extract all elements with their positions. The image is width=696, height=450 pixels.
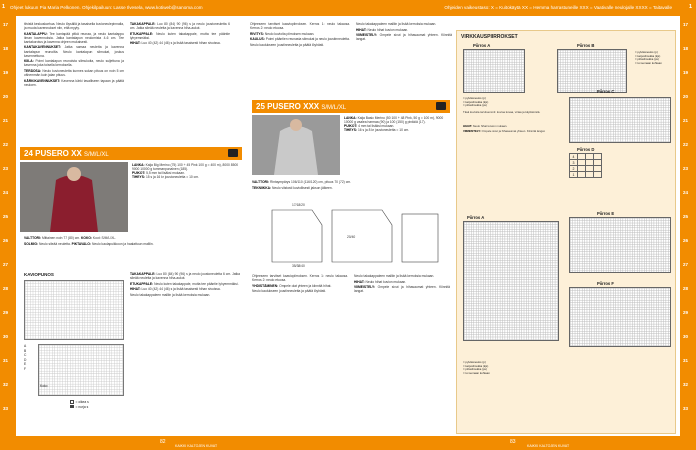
bottom-page-left: 82 xyxy=(160,439,166,445)
col1b-h1: VALTTORI: xyxy=(24,236,42,240)
schematic-mid-label: 20/40 xyxy=(347,235,356,239)
col1-h3: KIILA: xyxy=(24,59,34,64)
col2b-h3: HIHAT: xyxy=(130,287,141,292)
col3-p3: Neulo kuvioita piirroksen mukaan. xyxy=(264,31,315,36)
pattern-24-details xyxy=(24,236,240,247)
col1-p2: Tee kantapää pitkä reunaa, ja neulo kantalappu ilman kavennuksia. Jatka kantalapun neulomista 4-6 cm. Tee kantakorotus ja kavenna ohjeen mukaisesti. xyxy=(24,31,125,44)
sweater-schematic xyxy=(252,200,450,270)
col2-h2: ETUKAPPALE: xyxy=(130,31,154,36)
pattern-25-details xyxy=(252,180,450,191)
p24-h2: PUIKOT: xyxy=(132,171,146,176)
p25-c2: 4 mm tai lisäksi mukaan. xyxy=(358,124,395,129)
sidebar-number: 33 xyxy=(3,406,9,411)
p25-h2: PUIKOT: xyxy=(344,124,358,129)
sidebar-number: 33 xyxy=(683,406,689,411)
chart-row-label: C xyxy=(24,353,27,358)
col4-h1: YHDISTÄMINEN: xyxy=(252,283,279,288)
page-number-right: 1 xyxy=(688,4,692,10)
sidebar-number: 21 xyxy=(683,118,689,123)
col4-p3: Neulo kaulukseen joustinneuletta ja päätä löyhästi. xyxy=(250,42,325,47)
column-3-top xyxy=(250,22,350,48)
p24-c2: 5,5 mm tai lisäksi mukaan. xyxy=(146,171,185,176)
knitting-chart-left-lower xyxy=(38,344,124,396)
sidebar-number: 31 xyxy=(683,358,689,363)
col3-h3: RIVITYS: xyxy=(250,31,264,36)
chart-e-label: Piirros E xyxy=(597,211,615,216)
sidebar-number: 20 xyxy=(3,94,9,99)
sidebar-number: 25 xyxy=(683,214,689,219)
sidebar-number: 26 xyxy=(683,238,689,243)
col4-p2: Ompele olat yhteen ja kiinnitä hihat. xyxy=(279,283,332,288)
camera-icon xyxy=(436,102,446,110)
col1-p1: tiivistä keskuskarhua. Neulo löysällä ja tasaisella kuvioneulepinnalla, ja muuta kavennukset niin, että myyty. xyxy=(24,22,124,31)
sidebar-number: 22 xyxy=(683,142,689,147)
chart-row-label: D xyxy=(24,357,27,362)
col2-p2: Neulo kuten takakappale, mutta tee pääntie lyhyemmäksi. xyxy=(130,31,230,40)
vlegend-g1: = pylväsneulos (p) xyxy=(463,360,486,364)
legend-2: = nurja s xyxy=(75,404,89,409)
vlegend-3: = piilosilmukka (ps) xyxy=(635,57,659,62)
chart-c-grid xyxy=(569,97,671,143)
knitting-chart-left xyxy=(24,280,124,340)
sweater-photo-illustration xyxy=(252,115,340,175)
p25-c3: 16 s ja 8 kr joustoneuletta = 10 cm. xyxy=(357,128,410,133)
col2b-p1: Luo 80 (84) 90 (96) s ja neulo joustoneuletta 6 cm. Jatka sileää neuletta ja kavenna hiha-aukot. xyxy=(130,272,240,281)
chart-g-grid xyxy=(463,221,559,341)
chart-b-legend xyxy=(635,51,677,65)
vb-p1: Neulo hihat kuvion mukaan. xyxy=(472,124,508,128)
page-number-left: 1 xyxy=(2,4,6,10)
sidebar-number: 30 xyxy=(3,334,9,339)
chart-a-label: Piirros A xyxy=(473,43,491,48)
chart-left-legend xyxy=(70,400,89,409)
col4-p1b: Ohjeeseen tarvitset kaaviopiirroksen. Kerros 1: neulo takaosa. Kerros 2: neulo etuosa. xyxy=(252,274,348,283)
sidebar-number: 21 xyxy=(3,118,9,123)
sidebar-number: 25 xyxy=(3,214,9,219)
col2-h1: TAKAKAPPALE: xyxy=(130,22,156,26)
col1b-h4: PIKTAVALO: xyxy=(71,241,92,246)
col5-h2b: VIIMEISTELY: xyxy=(354,285,376,290)
vlegend-a3: = piilosilmukka (ps) xyxy=(463,103,487,108)
chart-row-label: F xyxy=(24,366,27,371)
col2-h3: HIHAT: xyxy=(130,41,141,46)
p25-h3: TIHEYS: xyxy=(344,128,358,133)
vlegend-a1: = pylväsneulos (p) xyxy=(463,96,486,100)
sidebar-number: 24 xyxy=(683,190,689,195)
vlegend-g3: = piilosilmukka (ps) xyxy=(463,367,487,372)
pattern-24-photo xyxy=(20,162,128,232)
top-bar-left-text: Ohjeet lukuun Pia Maria Pelkonen. Ohjekilpailuun: Lasse Ilvesela, www.kotiweb@sanoma.com xyxy=(10,5,203,10)
col5-h1: HIHAT: xyxy=(356,27,367,32)
sidebar-number: 22 xyxy=(3,142,9,147)
col5-p3: Ompele sivut ja hihasaumat yhteen. Kiinnitä langat. xyxy=(356,33,452,42)
p24-c3: 15 s ja 16 kr joustoneuletta = 10 cm. xyxy=(145,175,199,180)
bottom-page-right: 83 xyxy=(510,439,516,445)
crochet-instructions xyxy=(463,125,563,135)
col1-p3: Jatka samaa neuletta ja kavenna kantalapun reunoilta. Neulo kantalapun silmukat, joskus kavennettuna. xyxy=(24,45,124,58)
column-2-top xyxy=(130,22,230,47)
sidebar-number: 18 xyxy=(3,46,9,51)
vlegend-1: = pylväsneulos (p) xyxy=(635,50,658,54)
pattern-24-caption xyxy=(132,163,240,179)
col5-h1b: HIHAT: xyxy=(354,279,365,284)
col4-p1: Ohjeeseen tarvitset kaaviopiirroksen. Kerros 1: neulo takaosa. Kerros 2: neulo etuosa. xyxy=(250,22,350,31)
chart-left-width-label: Koko xyxy=(40,384,48,388)
chart-d-label: Piirros D xyxy=(577,147,595,152)
pattern-25-header xyxy=(252,100,450,113)
bottom-bar xyxy=(0,436,696,450)
pattern-24-header xyxy=(20,147,242,160)
chart-row-labels xyxy=(24,344,36,372)
chart-e-grid xyxy=(569,217,671,273)
col5-h2: VIIMEISTELY: xyxy=(356,33,378,38)
col1-p5: Neulo kuvioneuletta kunnes sukan pituus on noin 5 cm vähemmän kuin jalan pituus. xyxy=(24,68,124,78)
chart-row-label: A xyxy=(24,344,27,348)
column-2-lower xyxy=(130,272,240,298)
sidebar-number: 26 xyxy=(3,238,9,243)
sidebar-number: 28 xyxy=(3,286,9,291)
bottom-note-left: KAIKKI KALTOJEN KUVAT xyxy=(175,444,218,448)
col1b-p1: Mittainen noin 77 (80) cm. xyxy=(41,236,81,240)
right-sidebar xyxy=(680,16,696,436)
sidebar-number: 30 xyxy=(683,334,689,339)
col1b-p4: Neulo kaulapuikkoon ja haalattuun malliin. xyxy=(92,241,154,246)
pattern-24-subtitle: S/M/L/XL xyxy=(84,152,109,158)
col5-p2b: Neulo hihat kuvion mukaan. xyxy=(365,279,407,284)
chart-row-label: E xyxy=(24,362,27,367)
sidebar-number: 19 xyxy=(3,70,9,75)
sidebar-number: 32 xyxy=(683,382,689,387)
camera-icon xyxy=(228,149,238,157)
pattern-25-subtitle: S/M/L/XL xyxy=(321,105,347,111)
column-4-top xyxy=(356,22,452,43)
chart-a-legend xyxy=(463,97,553,108)
col1-h5: KÄRKIKAVENNUKSET: xyxy=(24,78,61,83)
chart-f-label: Piirros F xyxy=(597,281,614,286)
vb-h1: HIHAT: xyxy=(463,124,472,128)
col2-p1: Luo 80 (84) 90 (96) s ja neulo joustoneuletta 6 cm. Jatka sileää neuletta ja kavenna hiha-aukot. xyxy=(130,22,230,31)
sidebar-number: 31 xyxy=(3,358,9,363)
column-3-lower xyxy=(252,274,348,295)
sidebar-number: 29 xyxy=(3,310,9,315)
pattern-24-title: 24 PUSERO XX xyxy=(24,149,82,158)
top-bar-right-text: Ohjeiden vaikeustaso: X = Kuitokäytä XX = Hemma harrastuneille XXX = Vaativalle neulojalle XXXX = Taitavalle xyxy=(444,5,672,10)
legend-1: = oikea s xyxy=(75,400,89,404)
chart-f-grid xyxy=(569,287,671,347)
col2-p3: Luo 40 (42) 44 (46) s ja lisää tasaisesti hihan sivuissa. xyxy=(141,41,221,46)
sidebar-number: 18 xyxy=(683,46,689,51)
sidebar-number: 17 xyxy=(683,22,689,27)
col5-p1b: Neulo takakappaleen malliin ja lisää kerroksia mukaan. xyxy=(354,274,435,278)
p25-h1: LANKA: xyxy=(344,116,357,120)
col2b-p2: Neulo kuten takakappale, mutta tee pääntie lyhyemmäksi. xyxy=(154,281,239,286)
vlegend-4: = toi semaan kohtaan xyxy=(635,60,662,65)
col5-p1: Neulo takakappaleen malliin ja lisää kerroksia mukaan. xyxy=(356,22,437,26)
column-4-lower xyxy=(354,274,450,295)
chart-left-title: KAVIOPUNOS xyxy=(24,272,54,277)
schematic-top-label: 17/18/20 xyxy=(292,203,305,207)
vlegend-g4: = toi semaan kohtaan xyxy=(463,370,490,375)
sidebar-number: 20 xyxy=(683,94,689,99)
schematic-bottom-label: 35/38/40 xyxy=(292,264,305,268)
crochet-box-title: VIRKKAUSPIIRROKSET xyxy=(461,34,518,40)
chart-c-label: Piirros C xyxy=(597,89,615,94)
col1-p6: Kavenna kärki tavalliseen tapaan ja päätä neuloen. xyxy=(24,78,124,87)
col1-p4: Poimi kantalapun reunoista silmukoita, neulo suljettuna ja kavenna joka toisella kerroksella. xyxy=(24,59,124,68)
col5-p1-dup: Neulo takakappaleen malliin ja lisää kerroksia mukaan. xyxy=(130,292,211,297)
col1-h2: KANTAKAVENNUKSET: xyxy=(24,45,61,50)
chart-b-label: Piirros B xyxy=(577,43,595,48)
col2b-p3: Luo 40 (42) 44 (46) s ja lisää tasaisesti hihan sivuissa. xyxy=(141,287,221,292)
sidebar-number: 17 xyxy=(3,22,9,27)
col5-p2: Neulo hihat kuvion mukaan. xyxy=(367,27,409,32)
col4-p3b: Neulo kaulukseen joustinneuletta ja päätä löyhästi. xyxy=(252,289,327,294)
sidebar-number: 32 xyxy=(3,382,9,387)
sweater-photo-illustration xyxy=(20,162,128,232)
left-sidebar xyxy=(0,16,16,436)
sidebar-number: 28 xyxy=(683,286,689,291)
p25-c1: Kaija Basic Merino (50 100 + 48 Pink, 50 g = 100 m), 9000 10000 g vaalea harmaa (90) ja 100 (150) g pinkkiä (17). xyxy=(344,116,444,125)
col3-p4: Poimi pääntien reunasta silmukat ja neulo joustinneuletta. xyxy=(265,37,350,42)
sidebar-number: 23 xyxy=(683,166,689,171)
vlegend-g2: = ketjusilmukka (kjs) xyxy=(463,363,489,368)
pattern-25-title: 25 PUSERO XXX xyxy=(256,102,320,111)
vlegend-a2: = ketjusilmukka (kjs) xyxy=(463,99,489,104)
col3-p2: Neulo viistosti kuviollisesti jakson jälkeen. xyxy=(271,185,333,190)
p24-h3: TIHEYS: xyxy=(132,175,146,180)
col1b-h3: SOLMIO: xyxy=(24,241,39,246)
sidebar-number: 27 xyxy=(683,262,689,267)
sidebar-number: 19 xyxy=(683,70,689,75)
col3-p1: Rintaympärys 106/110 (116/120) cm, pituus 70 (72) cm. xyxy=(269,180,352,184)
col3-h2: TEKNIIKKA: xyxy=(252,185,272,190)
chart-row-label: B xyxy=(24,348,27,353)
p24-c1: Kaija Big Merino (75) 100 + 45 Pink 100 g = 400 m), 8000 8500 9000 10000 g tummanpunainen (185). xyxy=(132,163,239,172)
vb-p2: Ompele sivut ja hihasaumat yhteen. Kiinnitä langat. xyxy=(481,129,546,134)
chart-a-grid xyxy=(463,49,525,93)
col2b-h2: ETUKAPPALE: xyxy=(130,281,154,286)
column-1 xyxy=(24,22,124,88)
chart-b-grid xyxy=(557,49,627,93)
col1b-h2: KOKO: xyxy=(81,236,92,240)
col1b-p2: Koot: S/M/L/XL. xyxy=(92,236,117,240)
legend-box-icon xyxy=(70,400,74,404)
col5-p3b: Ompele sivut ja hihasaumat yhteen. Kiinnitä langat. xyxy=(354,285,450,294)
legend-box-filled-icon xyxy=(70,405,74,409)
bottom-note-right: KAIKKI KALTOJEN KUVAT xyxy=(527,444,570,448)
chart-d-table: 4 3 2 1 xyxy=(569,153,602,178)
sidebar-number: 23 xyxy=(3,166,9,171)
chart-g-legend xyxy=(463,361,583,375)
vb-h2: VIIMEISTELY: xyxy=(463,129,481,134)
col1-h4: TERÄOSA: xyxy=(24,68,42,73)
chart-g-label: Piirros A xyxy=(467,215,485,220)
sidebar-number: 24 xyxy=(3,190,9,195)
vlegend-2: = ketjusilmukka (kjs) xyxy=(635,53,661,58)
pattern-25-caption xyxy=(344,116,450,132)
col3-h1: VALTTORI: xyxy=(252,180,270,184)
col3-h4: KAULUS: xyxy=(250,37,265,42)
sidebar-number: 27 xyxy=(3,262,9,267)
sidebar-number: 29 xyxy=(683,310,689,315)
col1b-p3: Neulo sileää neuletta. xyxy=(39,241,71,246)
col1-h1: KANTALAPPU: xyxy=(24,31,48,36)
crochet-charts-box xyxy=(456,30,676,434)
crochet-note: Täsä kuvioita tarvitsemmit: kuvioa kuvaa, virtaa ja käyttämistä. xyxy=(463,110,541,114)
top-bar xyxy=(0,0,696,16)
pattern-25-photo xyxy=(252,115,340,175)
col2b-h1: TAKAKAPPALE: xyxy=(130,272,156,276)
p24-h1: LANKA: xyxy=(132,163,145,167)
